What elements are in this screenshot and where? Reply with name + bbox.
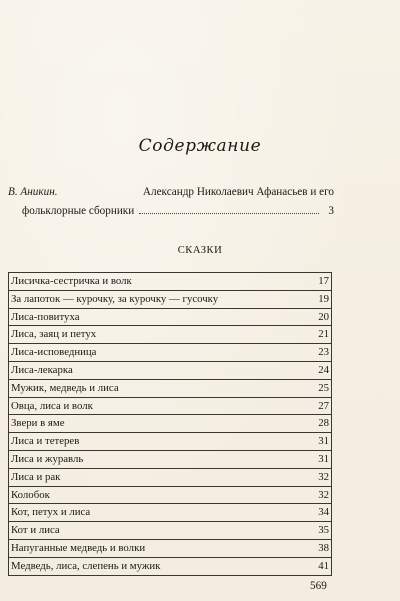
toc-entry-page: 31 [318,452,329,465]
toc-row [9,451,331,469]
toc-entry-title: Лиса и тетерев [11,435,80,448]
toc-entry-title: Напуганные медведь и волки [11,541,146,554]
toc-entry-title: Звери в яме [11,417,65,430]
toc-entry-title: За лапоток — курочку, за курочку — гусочку [11,292,219,305]
toc-row [9,415,331,433]
toc-row [9,398,331,416]
toc-row [9,380,331,398]
toc-row [9,469,331,487]
page-title: Содержание [138,136,262,156]
intro-page-number: 3 [328,205,334,217]
toc-entry-title: Колобок [11,488,50,501]
toc-entry-title: Лиса-исповедница [11,346,97,359]
toc-entry-page: 25 [318,381,329,394]
toc-row [9,362,331,380]
toc-entry-page: 19 [318,292,329,305]
toc-entry-title: Лиса-лекарка [11,363,73,376]
toc-entry-page: 23 [318,346,329,359]
toc-row [9,309,331,327]
toc-entry-title: Кот и лиса [11,524,60,537]
toc-row [9,273,331,291]
contents-table [8,272,332,576]
toc-row [9,326,331,344]
toc-entry-title: Лиса и рак [11,470,61,483]
toc-entry-page: 32 [318,470,329,483]
toc-entry-page: 34 [318,506,329,519]
toc-entry-title: Медведь, лиса, слепень и мужик [11,559,161,572]
intro-title-line-1: Александр Николаевич Афанасьев и его [142,186,334,198]
toc-entry-page: 28 [318,417,329,430]
toc-entry-page: 24 [318,363,329,376]
toc-row [9,558,331,576]
toc-entry-page: 21 [318,328,329,341]
toc-entry-page: 41 [318,559,329,572]
intro-entry [8,183,334,221]
toc-entry-page: 20 [318,310,329,323]
toc-entry-page: 38 [318,541,329,554]
toc-entry-title: Мужик, медведь и лиса [11,381,119,394]
toc-entry-title: Лисичка-сестричка и волк [11,275,132,287]
toc-row [9,433,331,451]
intro-title-line-2: фольклорные сборники [22,205,135,217]
toc-row [9,504,331,522]
toc-entry-title: Лиса и журавль [11,452,84,465]
toc-row [9,487,331,505]
section-title: СКАЗКИ [177,245,223,256]
toc-entry-title: Овца, лиса и волк [11,399,93,412]
dot-leader [139,213,319,214]
folio-page-number: 569 [310,580,327,592]
intro-line-1 [8,183,334,202]
toc-entry-page: 27 [318,399,329,412]
toc-row [9,540,331,558]
intro-author: В. Аникин. [8,186,58,198]
intro-line-2 [8,202,334,221]
toc-entry-title: Лиса-повитуха [11,310,80,323]
toc-row [9,291,331,309]
toc-entry-title: Кот, петух и лиса [11,506,91,519]
toc-entry-title: Лиса, заяц и петух [11,328,97,341]
toc-entry-page: 31 [318,435,329,448]
toc-entry-page: 35 [318,524,329,537]
toc-row [9,522,331,540]
toc-entry-page: 32 [318,488,329,501]
toc-row [9,344,331,362]
toc-entry-page: 17 [318,275,329,287]
